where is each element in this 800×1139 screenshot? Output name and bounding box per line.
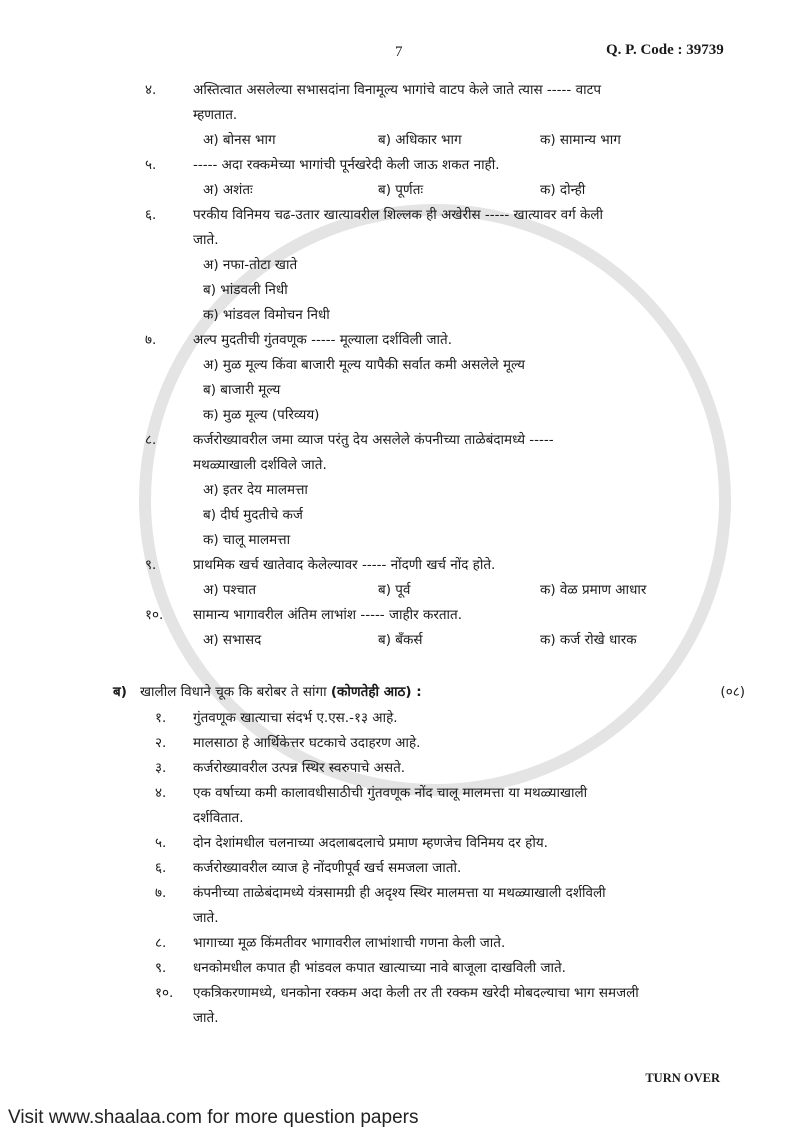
page-header	[0, 0, 800, 78]
q8-option-c: क) चालू मालमत्ता	[203, 532, 291, 548]
statement-number: २.	[155, 735, 167, 751]
q8-option-a: अ) इतर देय मालमत्ता	[203, 482, 308, 498]
q10-option-b: ब) बँकर्स	[378, 632, 423, 648]
q8-option-b: ब) दीर्घ मुदतीचे कर्ज	[203, 507, 303, 523]
statement-row	[145, 931, 745, 956]
statement-text: एकत्रिकरणामध्ये, धनकोना रक्कम अदा केली तर ती रक्कम खरेदी मोबदल्याचा भाग समजली	[193, 985, 639, 1001]
section-b-statements	[145, 706, 745, 1031]
q7-number: ७.	[145, 332, 157, 348]
q6-option-a: अ) नफा-तोटा खाते	[203, 257, 298, 273]
statement-text: कर्जरोख्यावरील उत्पन्न स्थिर स्वरुपाचे असते.	[193, 760, 406, 776]
q6-text-cont: जाते.	[193, 232, 219, 248]
statement-row	[145, 731, 745, 756]
section-b-instruction: खालील विधाने चूक कि बरोबर ते सांगा	[140, 684, 327, 700]
q5-text-block	[193, 153, 745, 178]
q7-options	[203, 353, 745, 428]
q10-number: १०.	[145, 607, 164, 623]
statement-text-block	[193, 831, 745, 856]
section-b-header	[113, 680, 745, 705]
statement-text-cont: जाते.	[193, 910, 219, 926]
question-content	[113, 78, 745, 1031]
q6-option-b: ब) भांडवली निधी	[203, 282, 288, 298]
q7-text-block	[193, 328, 745, 353]
statement-text-block	[193, 931, 745, 956]
page-number: 7	[395, 44, 403, 60]
statement-row	[145, 706, 745, 731]
q7-option-b: ब) बाजारी मूल्य	[203, 382, 281, 398]
q10-text: सामान्य भागावरील अंतिम लाभांश ----- जाहीर करतात.	[193, 607, 463, 623]
statement-text: दोन देशांमधील चलनाच्या अदलाबदलाचे प्रमाण म्हणजेच विनिमय दर होय.	[193, 835, 548, 851]
q4-text: अस्तित्वात असलेल्या सभासदांना विनामूल्य भागांचे वाटप केले जाते त्यास ----- वाटप	[193, 82, 602, 98]
q6-row	[145, 203, 745, 253]
statement-text: भागाच्या मूळ किंमतीवर भागावरील लाभांशाची गणना केली जाते.	[193, 935, 506, 951]
q10-options	[203, 628, 745, 653]
q4-options	[203, 128, 745, 153]
q9-options	[203, 578, 745, 603]
statement-text-block	[193, 731, 745, 756]
q10-text-block	[193, 603, 745, 628]
q5-option-c: क) दोन्ही	[540, 182, 586, 198]
statement-text-cont: दर्शवितात.	[193, 810, 244, 826]
section-b-marks: (०८)	[720, 684, 745, 700]
statement-row	[145, 756, 745, 781]
q10-option-c: क) कर्ज रोखे धारक	[540, 632, 637, 648]
q9-text-block	[193, 553, 745, 578]
q4-text-cont: म्हणतात.	[193, 107, 238, 123]
q9-option-b: ब) पूर्व	[378, 582, 411, 598]
q8-row	[145, 428, 745, 478]
q6-text-block	[193, 203, 745, 253]
statement-number: ९.	[155, 960, 167, 976]
q5-options	[203, 178, 745, 203]
q8-text-cont: मथळ्याखाली दर्शविले जाते.	[193, 457, 327, 473]
q8-number: ८.	[145, 432, 157, 448]
section-b-label: ब)	[113, 684, 127, 700]
q7-row	[145, 328, 745, 353]
q6-option-c: क) भांडवल विमोचन निधी	[203, 307, 330, 323]
statement-text-block	[193, 956, 745, 981]
statement-text: कंपनीच्या ताळेबंदामध्ये यंत्रसामग्री ही अदृश्य स्थिर मालमत्ता या मथळ्याखाली दर्शविली	[193, 885, 606, 901]
page-tail	[0, 1031, 800, 1101]
statement-row	[145, 881, 745, 931]
q4-option-a: अ) बोनस भाग	[203, 132, 276, 148]
qp-code: Q. P. Code : 39739	[606, 42, 724, 58]
statement-row	[145, 856, 745, 881]
statement-text-cont: जाते.	[193, 1010, 219, 1026]
section-b-title	[140, 680, 708, 705]
q6-number: ६.	[145, 207, 157, 223]
q4-option-c: क) सामान्य भाग	[540, 132, 621, 148]
q6-text: परकीय विनिमय चढ-उतार खात्यावरील शिल्लक ही अखेरीस ----- खात्यावर वर्ग केली	[193, 207, 604, 223]
q9-text: प्राथमिक खर्च खातेवाद केलेल्यावर ----- नोंदणी खर्च नोंद होते.	[193, 557, 496, 573]
q8-text: कर्जरोख्यावरील जमा व्याज परंतु देय असलेले कंपनीच्या ताळेबंदामध्ये -----	[193, 432, 554, 448]
footer-link[interactable]: Visit www.shaalaa.com for more question papers	[8, 1107, 419, 1128]
statement-row	[145, 956, 745, 981]
statement-number: ६.	[155, 860, 167, 876]
q9-number: ९.	[145, 557, 157, 573]
statement-text-block	[193, 981, 745, 1031]
q4-number: ४.	[145, 82, 157, 98]
section-a	[145, 78, 745, 653]
statement-row	[145, 981, 745, 1031]
q7-text: अल्प मुदतीची गुंतवणूक ----- मूल्याला दर्शविली जाते.	[193, 332, 453, 348]
statement-number: ७.	[155, 885, 167, 901]
statement-text: एक वर्षाच्या कमी कालावधीसाठीची गुंतवणूक नोंद चालू मालमत्ता या मथळ्याखाली	[193, 785, 588, 801]
statement-row	[145, 781, 745, 831]
statement-row	[145, 831, 745, 856]
statement-text-block	[193, 756, 745, 781]
q10-row	[145, 603, 745, 628]
statement-text: धनकोमधील कपात ही भांडवल कपात खात्याच्या नावे बाजूला दाखविली जाते.	[193, 960, 566, 976]
q9-row	[145, 553, 745, 578]
statement-text: कर्जरोख्यावरील व्याज हे नोंदणीपूर्व खर्च समजला जातो.	[193, 860, 462, 876]
q5-option-a: अ) अशंतः	[203, 182, 253, 198]
statement-text: मालसाठा हे आर्थिकेत्तर घटकाचे उदाहरण आहे.	[193, 735, 421, 751]
statement-number: ३.	[155, 760, 167, 776]
section-b-instruction-bold: (कोणतेही आठ) :	[330, 684, 422, 700]
q6-options	[203, 253, 745, 328]
statement-number: ५.	[155, 835, 167, 851]
q5-row	[145, 153, 745, 178]
q10-option-a: अ) सभासद	[203, 632, 262, 648]
statement-text-block	[193, 856, 745, 881]
q9-option-c: क) वेळ प्रमाण आधार	[540, 582, 647, 598]
statement-number: १.	[155, 710, 167, 726]
q4-text-block	[193, 78, 745, 128]
q4-row	[145, 78, 745, 128]
q7-option-a: अ) मुळ मूल्य किंवा बाजारी मूल्य यापैकी सर्वात कमी असलेले मूल्य	[203, 357, 526, 373]
q5-number: ५.	[145, 157, 157, 173]
statement-number: ८.	[155, 935, 167, 951]
q5-option-b: ब) पूर्णतः	[378, 182, 424, 198]
statement-text: गुंतवणूक खात्याचा संदर्भ ए.एस.-१३ आहे.	[193, 710, 398, 726]
statement-text-block	[193, 881, 745, 931]
statement-number: १०.	[155, 985, 174, 1001]
q9-option-a: अ) पश्चात	[203, 582, 257, 598]
statement-text-block	[193, 706, 745, 731]
q8-text-block	[193, 428, 745, 478]
turn-over: TURN OVER	[645, 1071, 720, 1085]
q7-option-c: क) मुळ मूल्य (परिव्यय)	[203, 407, 320, 423]
statement-text-block	[193, 781, 745, 831]
q4-option-b: ब) अधिकार भाग	[378, 132, 462, 148]
statement-number: ४.	[155, 785, 167, 801]
q5-text: ----- अदा रक्कमेच्या भागांची पूर्नखरेदी केली जाऊ शकत नाही.	[193, 157, 500, 173]
q8-options	[203, 478, 745, 553]
